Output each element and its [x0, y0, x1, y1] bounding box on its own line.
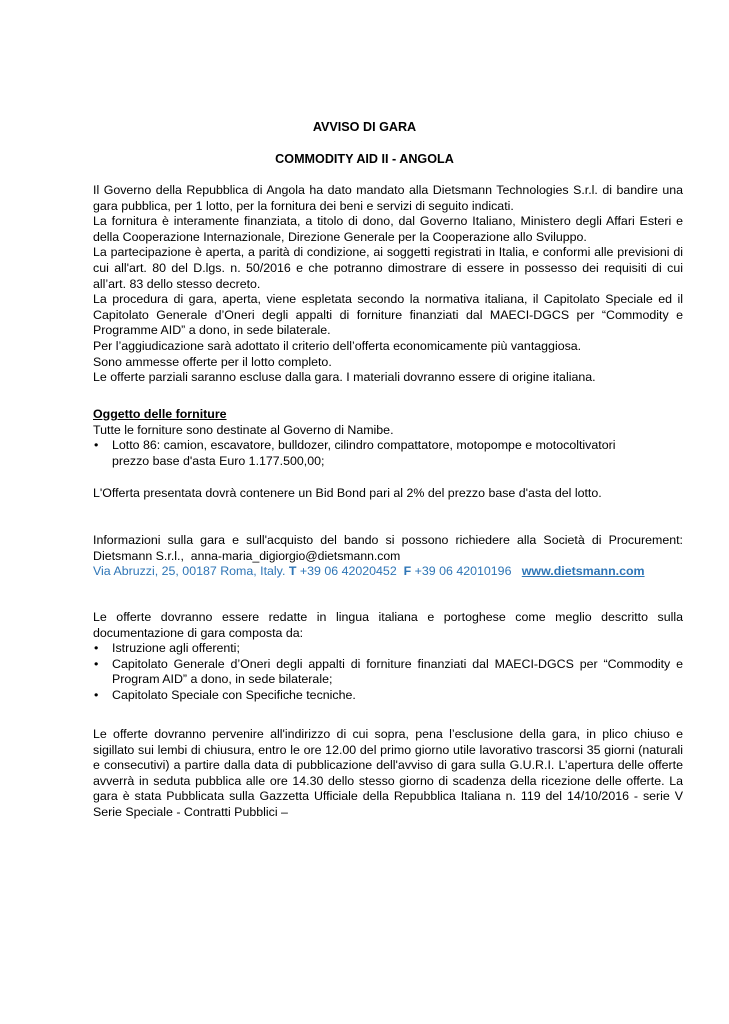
documentation-item: • Capitolato Generale d’Oneri degli appalti di forniture finanziati dal MAECI-DGCS per “Commodity e Program AID” a dono, in sede bilaterale;	[93, 657, 683, 688]
contact-address-line	[93, 564, 683, 580]
website-link[interactable]: www.dietsmann.com	[521, 564, 645, 579]
intro-paragraph: Le offerte parziali saranno escluse dalla gara. I materiali dovranno essere di origine italiana.	[93, 370, 596, 385]
documentation-item: • Istruzione agli offerenti;	[93, 641, 683, 657]
contact-address: Via Abruzzi, 25, 00187 Roma, Italy.	[93, 564, 286, 579]
supplies-section	[93, 407, 683, 469]
contact-email[interactable]: anna-maria_digiorgio@dietsmann.com	[190, 548, 401, 563]
documentation-intro: Le offerte dovranno essere redatte in lingua italiana e portoghese come meglio descritto sulla documentazione di gara composta da:	[93, 610, 683, 640]
intro-paragraph: Sono ammesse offerte per il lotto completo.	[93, 354, 332, 369]
fax-number: +39 06 42010196	[414, 564, 512, 579]
intro-paragraph: La partecipazione è aperta, a parità di condizione, ai soggetti registrati in Italia, e conformi alle previsioni di cui all'art. 80 del D.lgs. n. 50/2016 e che potranno dimostrare di essere in possesso dei requisiti di cui all’art. 83 dello stesso decreto.	[93, 245, 683, 291]
supplies-destination: Tutte le forniture sono destinate al Governo di Namibe.	[93, 422, 394, 437]
supplies-heading: Oggetto delle forniture	[93, 407, 227, 421]
page-title: AVVISO DI GARA	[312, 120, 417, 134]
documentation-section	[93, 610, 683, 704]
contact-info-text: Informazioni sulla gara e sull'acquisto del bando si possono richiedere alla Società di Procurement: Dietsmann S.r.l.,	[93, 533, 683, 563]
closing-section	[93, 727, 683, 821]
closing-paragraph: Le offerte dovranno pervenire all'indirizzo di cui sopra, pena l’esclusione della gara, in plico chiuso e sigillato sui lembi di chiusura, entro le ore 12.00 del primo giorno utile lavorativo trascorsi 35 giorni (naturali e consecutivi) a partire dalla data di pubblicazione dell'avviso di gara sulla G.U.R.I. L’apertura delle offerte avverrà in seduta pubblica alle ore 14.30 dello stesso giorno di scadenza della ricezione delle offerte. La gara è stata Pubblicata sulla Gazzetta Ufficiale della Repubblica Italiana n. 119 del 14/10/2016 - serie V Serie Speciale - Contratti Pubblici –	[93, 727, 683, 819]
bid-bond-text: L'Offerta presentata dovrà contenere un Bid Bond pari al 2% del prezzo base d'asta del lotto.	[93, 486, 602, 500]
tel-number: +39 06 42020452	[299, 564, 397, 579]
page-subtitle: COMMODITY AID II - ANGOLA	[275, 152, 454, 166]
bid-bond-note	[93, 486, 683, 502]
intro-section	[93, 183, 683, 386]
intro-paragraph: Il Governo della Repubblica di Angola ha dato mandato alla Dietsmann Technologies S.r.l. di bandire una gara pubblica, per 1 lotto, per la fornitura dei beni e servizi di seguito indicati.	[93, 183, 683, 213]
lot-item: • Lotto 86: camion, escavatore, bulldozer, cilindro compattatore, motopompe e motocoltivatori	[93, 438, 683, 454]
contact-info	[93, 533, 683, 564]
lot-base-price: prezzo base d'asta Euro 1.177.500,00;	[112, 453, 325, 468]
intro-paragraph: La fornitura è interamente finanziata, a titolo di dono, dal Governo Italiano, Ministero degli Affari Esteri e della Cooperazione Internazionale, Direzione Generale per la Cooperazione allo Sviluppo.	[93, 214, 683, 244]
intro-paragraph: Per l’aggiudicazione sarà adottato il criterio dell’offerta economicamente più vantaggiosa.	[93, 338, 582, 353]
contact-section	[93, 533, 683, 580]
documentation-item: • Capitolato Speciale con Specifiche tecniche.	[93, 688, 683, 704]
intro-paragraph: La procedura di gara, aperta, viene espletata secondo la normativa italiana, il Capitolato Speciale ed il Capitolato Generale d’Oneri degli appalti di forniture finanziati dal MAECI-DGCS per “Commodity e Programme AID” a dono, in sede bilaterale.	[93, 292, 683, 338]
tel-label: T	[288, 564, 297, 579]
fax-label: F	[403, 564, 412, 579]
